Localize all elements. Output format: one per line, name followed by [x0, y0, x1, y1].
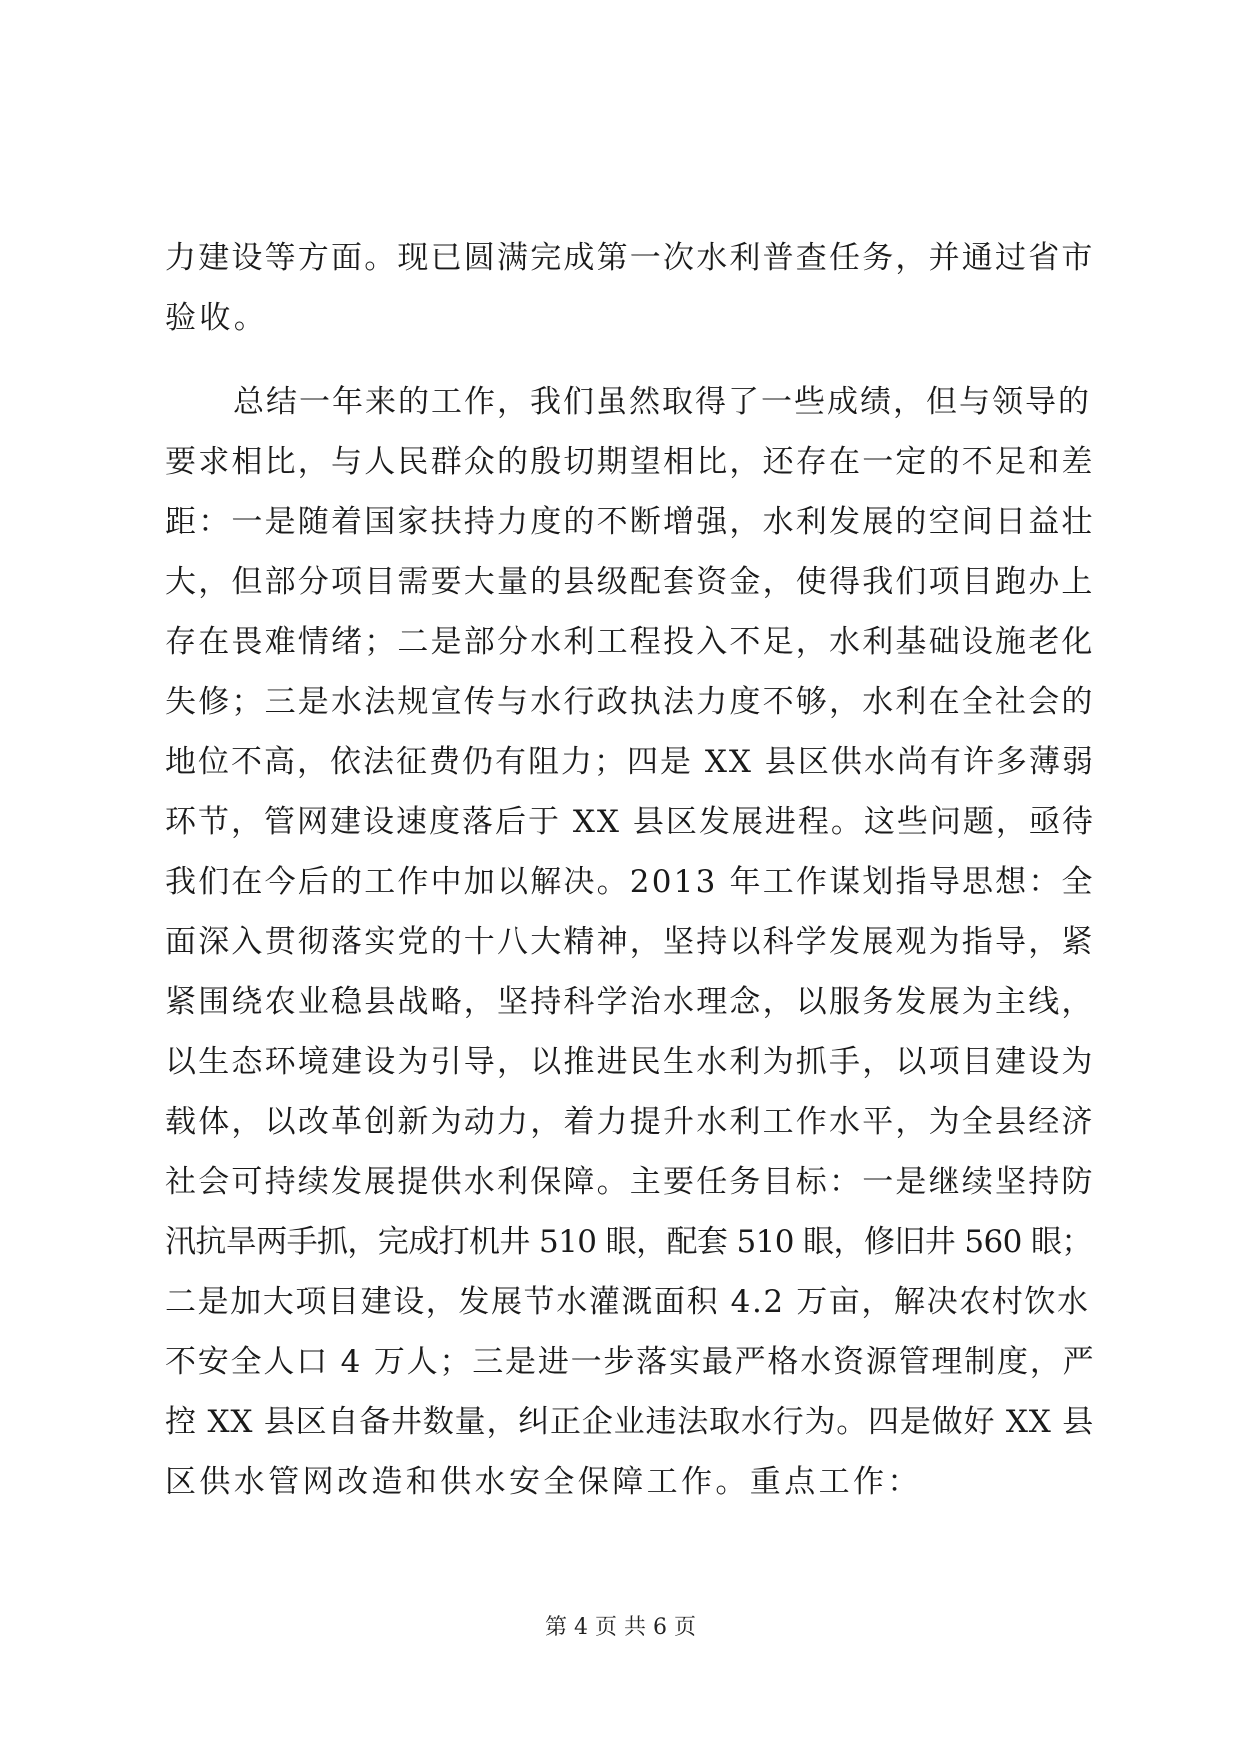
text-line: 我们在今后的工作中加以解决。2013 年工作谋划指导思想：全 [165, 864, 1095, 900]
page-number: 第 4 页 共 6 页 [545, 1615, 696, 1640]
paragraph [165, 372, 1095, 1512]
text-line: 大，但部分项目需要大量的县级配套资金，使得我们项目跑办上 [165, 564, 1095, 600]
text-line: 面深入贯彻落实党的十八大精神，坚持以科学发展观为指导，紧 [165, 924, 1095, 960]
text-line: 失修；三是水法规宣传与水行政执法力度不够，水利在全社会的 [165, 684, 1095, 720]
paragraph [165, 228, 1095, 348]
text-line: 载体，以改革创新为动力，着力提升水利工作水平，为全县经济 [165, 1104, 1095, 1140]
text-line: 控 XX 县区自备井数量，纠正企业违法取水行为。四是做好 XX 县 [165, 1404, 1095, 1440]
text-line: 区供水管网改造和供水安全保障工作。重点工作： [165, 1464, 922, 1500]
text-line: 存在畏难情绪；二是部分水利工程投入不足，水利基础设施老化 [165, 624, 1095, 660]
text-line: 力建设等方面。现已圆满完成第一次水利普查任务，并通过省市 [165, 240, 1095, 276]
text-line: 总结一年来的工作，我们虽然取得了一些成绩，但与领导的 [233, 384, 1091, 420]
text-line: 要求相比，与人民群众的殷切期望相比，还存在一定的不足和差 [165, 444, 1095, 480]
text-line: 社会可持续发展提供水利保障。主要任务目标：一是继续坚持防 [165, 1164, 1095, 1200]
text-line: 地位不高，依法征费仍有阻力；四是 XX 县区供水尚有许多薄弱 [165, 744, 1095, 780]
text-line: 汛抗旱两手抓，完成打机井 510 眼，配套 510 眼，修旧井 560 眼； [165, 1224, 1092, 1260]
text-line: 以生态环境建设为引导，以推进民生水利为抓手，以项目建设为 [165, 1044, 1095, 1080]
text-line: 不安全人口 4 万人；三是进一步落实最严格水资源管理制度，严 [165, 1344, 1096, 1380]
text-line: 距：一是随着国家扶持力度的不断增强，水利发展的空间日益壮 [165, 504, 1095, 540]
text-line: 二是加大项目建设，发展节水灌溉面积 4.2 万亩，解决农村饮水 [165, 1284, 1090, 1320]
text-line: 验收。 [165, 300, 269, 336]
text-line: 紧围绕农业稳县战略，坚持科学治水理念，以服务发展为主线， [165, 984, 1095, 1020]
text-line: 环节，管网建设速度落后于 XX 县区发展进程。这些问题，亟待 [165, 804, 1095, 840]
body-text [165, 228, 1095, 1512]
page-footer [0, 1610, 1241, 1641]
